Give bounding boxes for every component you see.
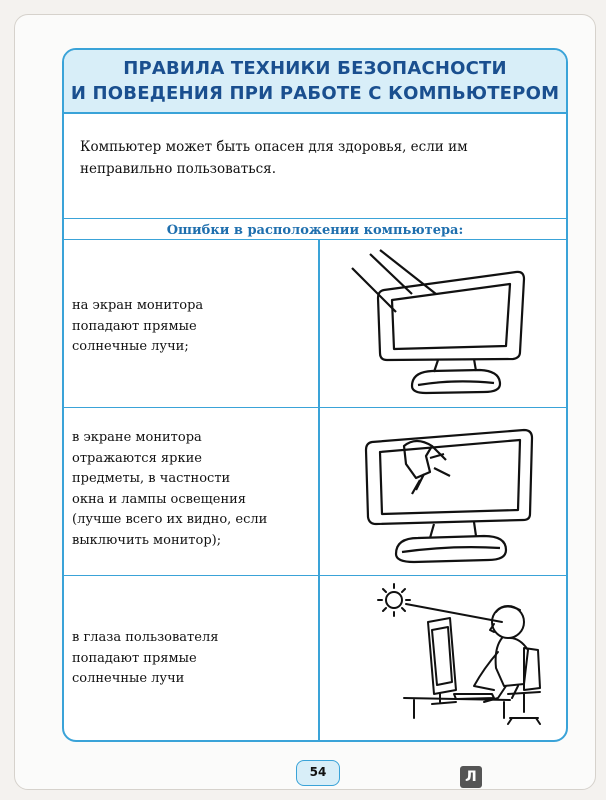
intro-paragraph: Компьютер может быть опасен для здоровья, если им неправильно пользоваться. [80, 139, 468, 177]
monitor-with-sunrays-icon [334, 246, 554, 404]
user-at-computer-with-sun-icon [334, 578, 554, 742]
card-header [64, 50, 566, 114]
safety-rules-card [62, 48, 568, 742]
page-title [71, 56, 559, 106]
title-line-1: ПРАВИЛА ТЕХНИКИ БЕЗОПАСНОСТИ [123, 58, 507, 79]
monitor-with-lamp-reflection-icon [334, 414, 554, 572]
publisher-logo-icon: Л [460, 766, 482, 788]
section-header [64, 218, 566, 240]
table-row [64, 576, 566, 742]
errors-table [64, 240, 566, 742]
section-title: Ошибки в расположении компьютера: [166, 223, 464, 238]
page-number: 54 [296, 760, 340, 786]
row-text: в глаза пользователя попадают прямые солнечные лучи [72, 630, 219, 686]
row-text: в экране монитора отражаются яркие предметы, в частности окна и лампы освещения (лучше всего их видно, если выключить монитор); [72, 430, 268, 548]
table-row [64, 408, 566, 576]
title-line-2: И ПОВЕДЕНИЯ ПРИ РАБОТЕ С КОМПЬЮТЕРОМ [70, 83, 560, 104]
row-text: на экран монитора попадают прямые солнечные лучи; [72, 298, 204, 354]
table-row [64, 240, 566, 408]
